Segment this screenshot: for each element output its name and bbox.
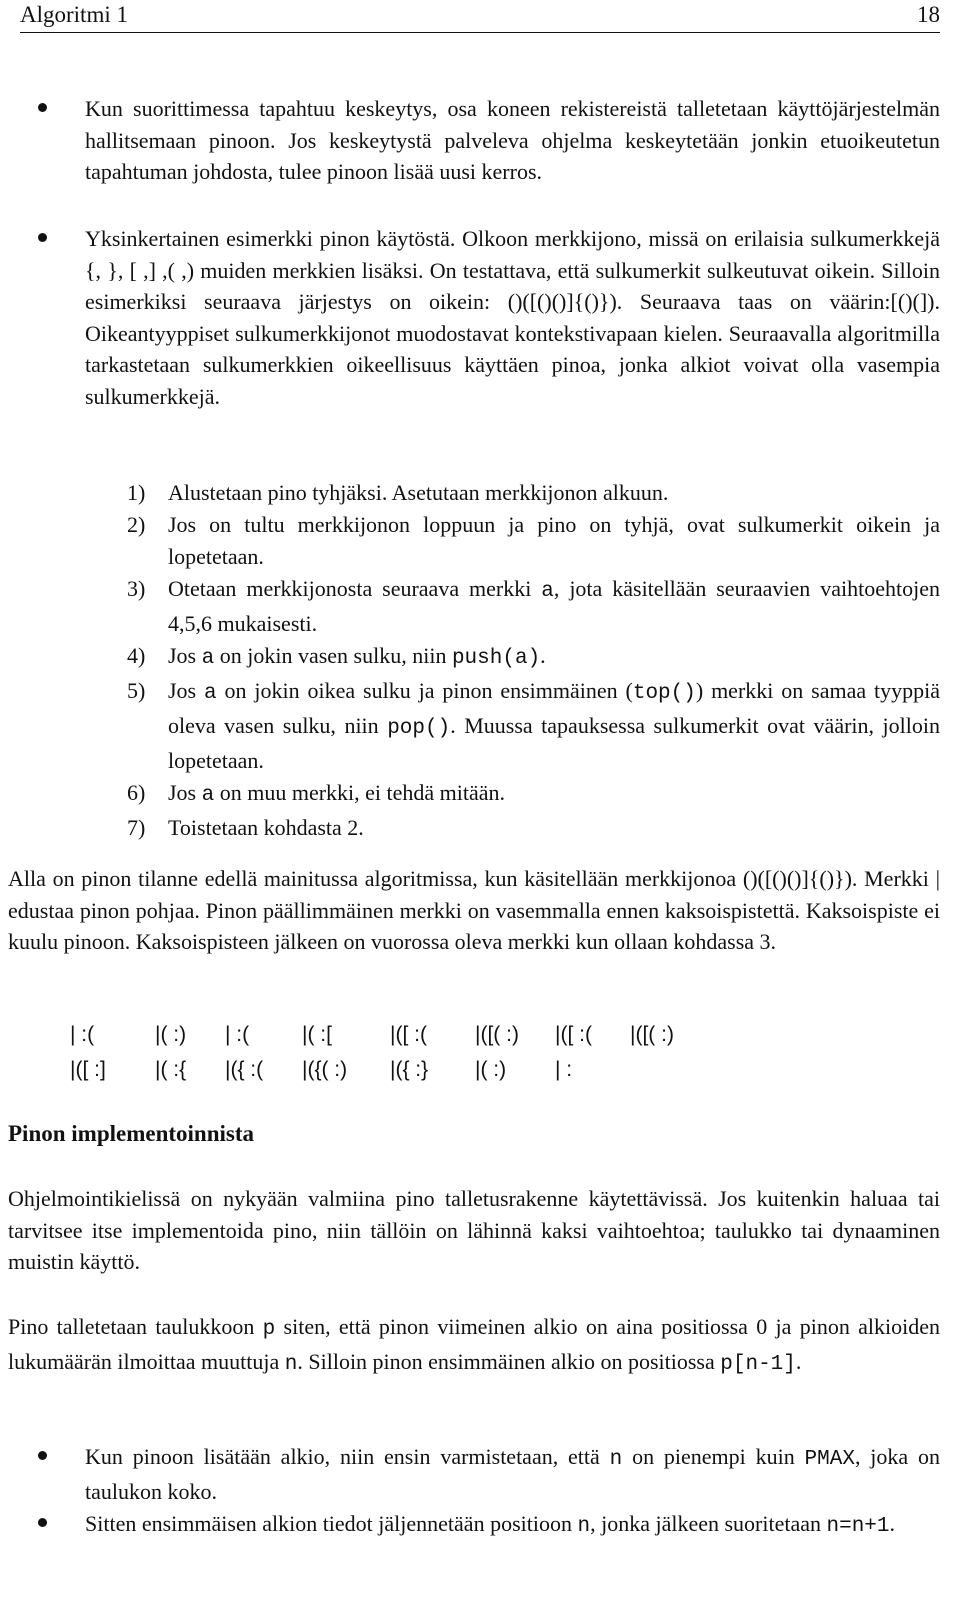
step-4	[127, 640, 940, 675]
step-7	[127, 812, 940, 844]
step-number: 5)	[127, 678, 146, 703]
stack-state: |([ :(	[390, 1023, 427, 1046]
bullet-text: , joka on taulukon koko.	[85, 1444, 940, 1504]
stack-state: |({ :}	[390, 1058, 429, 1081]
bullet-text: , jonka jälkeen suoritetaan	[590, 1511, 827, 1536]
code-fragment: a	[201, 784, 215, 807]
stack-state: |({( :)	[302, 1058, 348, 1081]
code-fragment: pop()	[387, 717, 451, 740]
code-fragment: a	[204, 682, 217, 705]
stack-state: |([( :)	[475, 1023, 519, 1046]
paragraph-text: .	[795, 1348, 802, 1374]
step-3	[127, 573, 940, 640]
step-text: Jos	[168, 643, 202, 668]
bullet-text: Yksinkertainen esimerkki pinon käytöstä. Olkoon merkkijono, missä on erilaisia sulkumerkkejä {, }, [ ,] ,( ,) muiden merkkien lisäksi. On testattava, että sulkumerkit sulkeutuvat oikein. Silloin esimerkiksi seuraava järjestys on oikein: ()([()()]{()}). Seuraava taas on väärin:[()(]). Oikeantyyppiset sulkumerkkijonot muodostavat kontekstivapaan kielen. Seuraavalla algoritmilla tarkastetaan sulkumerkkien oikeellisuus käyttäen pinoa, jonka alkiot voivat olla vasempia sulkumerkkejä.	[85, 226, 940, 409]
bullet-text: Kun pinoon lisätään alkio, niin ensin varmistetaan, että	[85, 1444, 610, 1469]
step-text: Jos on tultu merkkijonon loppuun ja pino on tyhjä, ovat sulkumerkit oikein ja lopetetaan.	[168, 512, 940, 569]
bullet-icon	[38, 103, 47, 112]
page-header	[20, 2, 940, 33]
stack-state: |( :)	[155, 1023, 187, 1046]
code-fragment: PMAX	[804, 1448, 855, 1471]
bullet-push-copy	[85, 1508, 940, 1543]
step-number: 7)	[127, 815, 146, 840]
stack-state: |({ :(	[225, 1058, 264, 1081]
page-number: 18	[917, 2, 940, 27]
paragraph-text: Alla on pinon tilanne edellä mainitussa algoritmissa, kun käsitellään merkkijonoa ()([()()]{()}). Merkki	[8, 866, 936, 891]
bullet-paragraph-parentheses	[85, 223, 940, 412]
code-fragment: top()	[632, 682, 696, 705]
stack-state: |( :)	[475, 1058, 507, 1081]
bullet-text: .	[889, 1511, 896, 1536]
stack-explanation-paragraph	[8, 863, 940, 958]
code-fragment: push(a)	[451, 647, 541, 670]
stack-state: |([( :)	[630, 1023, 674, 1046]
step-text: on jokin vasen sulku, niin	[214, 643, 452, 668]
step-text: on muu merkki, ei tehdä mitään.	[214, 780, 506, 805]
step-text: , jota käsitellään seuraavien vaihtoehtojen 4,5,6 mukaisesti.	[168, 576, 940, 636]
bullet-paragraph-interrupt	[85, 93, 940, 188]
code-fragment: a	[541, 580, 554, 603]
step-1	[127, 477, 940, 509]
step-text: . Muussa tapauksessa sulkumerkit ovat väärin, jolloin lopetetaan.	[168, 713, 940, 773]
step-number: 3)	[127, 576, 146, 601]
step-6	[127, 777, 940, 812]
stack-bottom-marker: |	[935, 866, 940, 891]
bullet-text: Sitten ensimmäisen alkion tiedot jäljennetään positioon	[85, 1511, 578, 1536]
bullet-push-check	[85, 1441, 940, 1507]
bullet-icon	[38, 233, 47, 242]
bullet-icon	[38, 1518, 47, 1527]
step-text: .	[540, 643, 546, 668]
step-5	[127, 675, 940, 777]
step-text: Toistetaan kohdasta 2.	[168, 815, 364, 840]
code-fragment: n=n+1	[826, 1515, 890, 1538]
code-fragment: n	[284, 1352, 298, 1376]
step-number: 4)	[127, 643, 146, 668]
header-title: Algoritmi 1	[20, 2, 128, 27]
algorithm-steps	[127, 477, 940, 844]
array-paragraph	[8, 1311, 940, 1380]
code-fragment: n	[577, 1515, 591, 1538]
code-fragment: p[n-1]	[720, 1352, 796, 1376]
step-text: on jokin oikea sulku ja pinon ensimmäinen (	[216, 678, 633, 703]
stack-state: | :(	[70, 1023, 95, 1046]
stack-state: |( :[	[302, 1023, 332, 1046]
step-text: Jos	[168, 678, 205, 703]
code-fragment: n	[609, 1448, 623, 1471]
step-text: Alustetaan pino tyhjäksi. Asetutaan merkkijonon alkuun.	[168, 480, 669, 505]
step-number: 2)	[127, 512, 146, 537]
bullet-icon	[38, 1451, 47, 1460]
stack-state: |( :{	[155, 1058, 187, 1081]
code-fragment: p	[262, 1318, 276, 1341]
step-text: Otetaan merkkijonosta seuraava merkki	[168, 576, 542, 601]
step-number: 1)	[127, 480, 146, 505]
step-text: ) merkki on samaa tyyppiä oleva vasen sulku, niin	[168, 678, 940, 738]
stack-state: | :	[555, 1058, 573, 1081]
step-text: Jos	[168, 780, 202, 805]
paragraph-text: . Silloin pinon ensimmäinen alkio on positiossa	[297, 1348, 721, 1374]
paragraph-text: siten, että pinon viimeinen alkio on aina positiossa 0 ja pinon alkioiden lukumäärän ilmoittaa muuttuja	[8, 1314, 940, 1374]
code-fragment: a	[201, 647, 215, 670]
section-heading: Pinon implementoinnista	[8, 1121, 255, 1146]
stack-state: | :(	[225, 1023, 250, 1046]
step-2	[127, 509, 940, 573]
bullet-text: on pienempi kuin	[622, 1444, 805, 1469]
bullet-text: Kun suorittimessa tapahtuu keskeytys, osa koneen rekistereistä talletetaan käyttöjärjestelmän hallitsemaan pinoon. Jos keskeytystä palveleva ohjelma keskeytetään jonkin etuoikeutetun tapahtuman johdosta, tulee pinoon lisää uusi kerros.	[85, 96, 940, 184]
stack-state: |([ :]	[70, 1058, 106, 1081]
paragraph-text: Ohjelmointikielissä on nykyään valmiina pino talletusrakenne käytettävissä. Jos kuitenkin haluaa tai tarvitsee itse implementoida pino, niin tällöin on lähinnä kaksi vaihtoehtoa; taulukko tai dynaaminen muistin käyttö.	[8, 1186, 940, 1274]
step-number: 6)	[127, 780, 146, 805]
stack-state: |([ :(	[555, 1023, 592, 1046]
implementation-paragraph	[8, 1183, 940, 1278]
paragraph-text: Pino talletetaan taulukkoon	[8, 1314, 263, 1339]
paragraph-text: edustaa pinon pohjaa. Pinon päällimmäinen merkki on vasemmalla ennen kaksoispistettä. Kaksoispiste ei kuulu pinoon. Kaksoispisteen jälkeen on vuorossa oleva merkki kun ollaan kohdassa 3.	[8, 897, 940, 954]
